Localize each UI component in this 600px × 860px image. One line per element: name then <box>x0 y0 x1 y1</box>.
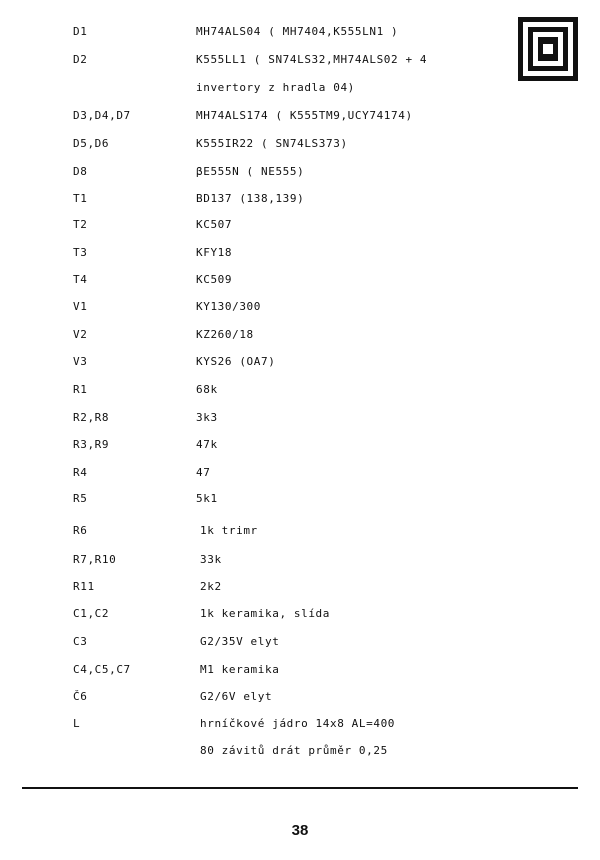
component-value: 1k trimr <box>200 524 258 537</box>
parts-row <box>0 663 600 681</box>
component-designator: R1 <box>73 383 88 396</box>
component-designator: R6 <box>73 524 88 537</box>
component-designator: D3,D4,D7 <box>73 109 131 122</box>
parts-row <box>0 580 600 598</box>
parts-row <box>0 438 600 456</box>
component-value: βE555N ( NE555) <box>196 165 305 178</box>
component-designator: R3,R9 <box>73 438 110 451</box>
footer-divider <box>22 787 578 789</box>
component-designator: R4 <box>73 466 88 479</box>
parts-row <box>0 109 600 127</box>
component-designator: R11 <box>73 580 95 593</box>
component-designator: T1 <box>73 192 88 205</box>
component-value: KY130/300 <box>196 300 262 313</box>
parts-row <box>0 607 600 625</box>
parts-row <box>0 218 600 236</box>
page-number: 38 <box>291 822 309 839</box>
component-value: 47 <box>196 466 211 479</box>
parts-row <box>0 165 600 183</box>
component-value: 2k2 <box>200 580 222 593</box>
parts-row <box>0 383 600 401</box>
component-value: 3k3 <box>196 411 218 424</box>
component-value: 47k <box>196 438 218 451</box>
parts-row <box>0 53 600 71</box>
component-value: KC507 <box>196 218 233 231</box>
component-value: 68k <box>196 383 218 396</box>
component-designator: C3 <box>73 635 88 648</box>
parts-row <box>0 635 600 653</box>
component-designator: T3 <box>73 246 88 259</box>
component-value: 80 závitů drát průměr 0,25 <box>200 744 388 757</box>
component-value: MH74ALS04 ( MH7404,K555LN1 ) <box>196 25 399 38</box>
component-designator: V3 <box>73 355 88 368</box>
parts-row <box>0 273 600 291</box>
component-designator: D5,D6 <box>73 137 110 150</box>
component-designator: R5 <box>73 492 88 505</box>
component-value: hrníčkové jádro 14x8 AL=400 <box>200 717 396 730</box>
component-value: BD137 (138,139) <box>196 192 305 205</box>
parts-row <box>0 355 600 373</box>
parts-row <box>0 328 600 346</box>
component-designator: Č6 <box>73 690 88 703</box>
parts-row <box>0 25 600 43</box>
parts-row <box>0 524 600 542</box>
component-value: KZ260/18 <box>196 328 254 341</box>
component-designator: D2 <box>73 53 88 66</box>
component-value: M1 keramika <box>200 663 280 676</box>
parts-row <box>0 744 600 762</box>
parts-row <box>0 553 600 571</box>
parts-row <box>0 411 600 429</box>
component-designator: C4,C5,C7 <box>73 663 131 676</box>
component-value: G2/6V elyt <box>200 690 273 703</box>
component-value: 1k keramika, slída <box>200 607 331 620</box>
component-designator: C1,C2 <box>73 607 110 620</box>
component-value: K555LL1 ( SN74LS32,MH74ALS02 + 4 <box>196 53 428 66</box>
parts-row <box>0 492 600 510</box>
component-value: invertory z hradla 04) <box>196 81 355 94</box>
component-value: G2/35V elyt <box>200 635 280 648</box>
component-designator: R7,R10 <box>73 553 117 566</box>
component-designator: T2 <box>73 218 88 231</box>
component-value: MH74ALS174 ( K555TM9,UCY74174) <box>196 109 413 122</box>
component-designator: V1 <box>73 300 88 313</box>
component-value: 33k <box>200 553 222 566</box>
parts-row <box>0 137 600 155</box>
parts-row <box>0 81 600 99</box>
component-designator: V2 <box>73 328 88 341</box>
component-value: KYS26 (OA7) <box>196 355 276 368</box>
component-designator: R2,R8 <box>73 411 110 424</box>
component-value: KC509 <box>196 273 233 286</box>
parts-row <box>0 717 600 735</box>
component-value: KFY18 <box>196 246 233 259</box>
parts-row <box>0 192 600 210</box>
parts-row <box>0 246 600 264</box>
parts-row <box>0 690 600 708</box>
component-value: K555IR22 ( SN74LS373) <box>196 137 348 150</box>
parts-row <box>0 466 600 484</box>
component-value: 5k1 <box>196 492 218 505</box>
component-designator: L <box>73 717 81 730</box>
component-designator: T4 <box>73 273 88 286</box>
component-designator: D8 <box>73 165 88 178</box>
parts-row <box>0 300 600 318</box>
component-designator: D1 <box>73 25 88 38</box>
